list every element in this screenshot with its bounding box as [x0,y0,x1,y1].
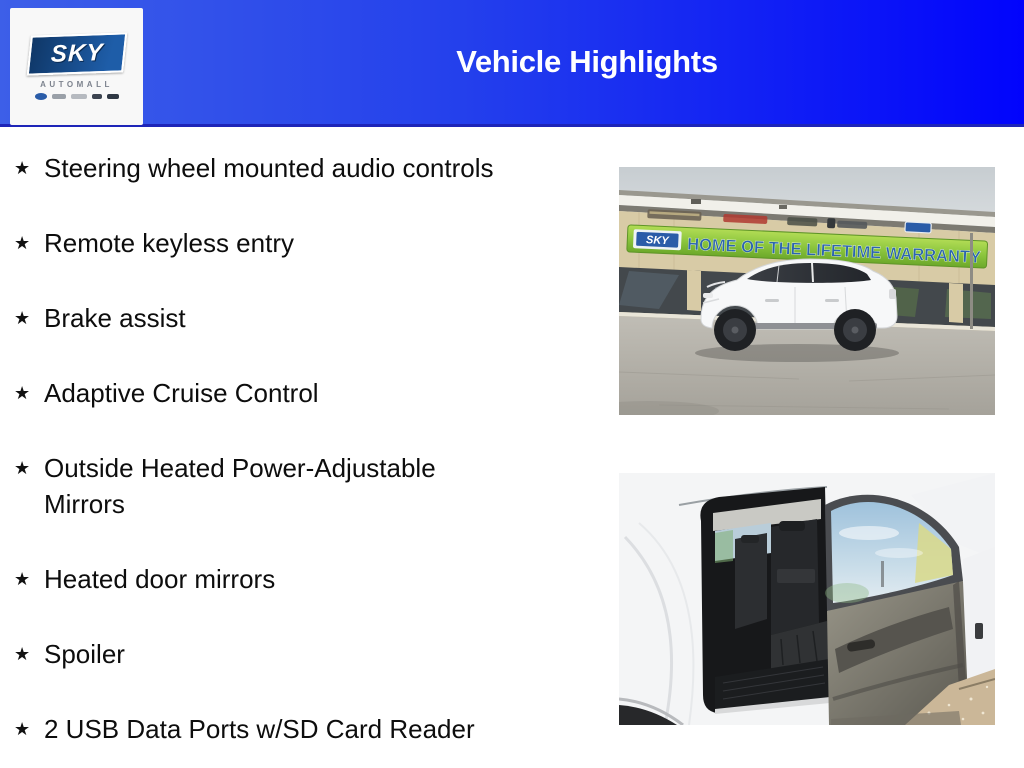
exterior-photo-scene [619,167,995,415]
exterior-photo [619,167,995,415]
highlight-text: Remote keyless entry [44,228,294,258]
door-opening [700,487,831,714]
highlight-item [14,375,594,411]
highlight-item [14,150,594,186]
highlight-text: Brake assist [44,303,186,333]
highlight-text: Steering wheel mounted audio controls [44,153,494,183]
banner-text: HOME OF THE LIFETIME WARRANTY [686,234,991,268]
dealer-logo [10,8,143,125]
star-bullet-icon: ★ [14,233,31,253]
brand-mark-icon [35,93,47,100]
header-bar [0,0,1024,127]
door-latch [975,623,983,639]
star-bullet-icon: ★ [14,158,31,178]
highlight-text: Outside Heated Power-Adjustable Mirrors [44,453,436,519]
highlight-text: Heated door mirrors [44,564,276,594]
highlight-text: Adaptive Cruise Control [44,378,319,408]
taillight [889,289,896,299]
star-bullet-icon: ★ [14,383,31,403]
door-handle [825,299,839,302]
front-seatback-far [735,533,767,629]
highlight-item [14,225,594,261]
brand-mark-icon [52,94,66,99]
page-title: Vehicle Highlights [456,44,718,79]
highlight-item [14,636,594,672]
interior-photo [619,473,995,725]
star-bullet-icon: ★ [14,569,31,589]
roof-vent [779,205,787,209]
highlight-item [14,711,594,747]
star-bullet-icon: ★ [14,458,31,478]
roof-vent [691,199,701,204]
highlight-text: Spoiler [44,639,125,669]
seatback-pocket [777,569,815,583]
door-handle [765,299,779,302]
interior-photo-scene [619,473,995,725]
highlight-text: 2 USB Data Ports w/SD Card Reader [44,714,475,744]
automall-label: AUTOMALL [40,79,113,89]
star-bullet-icon: ★ [14,719,31,739]
highlight-item [14,300,594,336]
brand-mark-icon [92,94,102,99]
pole [970,233,973,329]
highlight-item [14,450,594,522]
highlights-list [14,150,594,747]
banner-logo-text: SKY [645,234,669,248]
brand-mark-icon [71,94,87,99]
star-bullet-icon: ★ [14,644,31,664]
star-bullet-icon: ★ [14,308,31,328]
headrest [779,521,805,531]
sky-logo-text: SKY [49,38,104,68]
headlight [703,293,713,298]
sky-logo-flag [26,32,127,75]
parking-lot [619,316,995,415]
highlight-item [14,561,594,597]
brand-marks-row [35,93,119,100]
brand-mark-icon [107,94,119,99]
